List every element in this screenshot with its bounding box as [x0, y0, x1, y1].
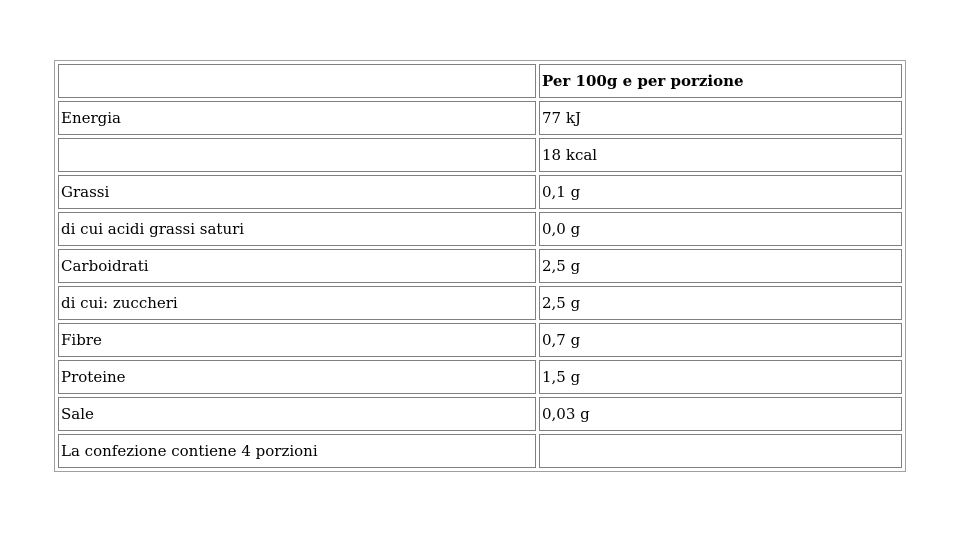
nutrient-label-grassi-saturi: di cui acidi grassi saturi [58, 212, 536, 246]
nutrient-value-grassi-saturi: 0,0 g [539, 212, 902, 246]
table-header-row [58, 64, 902, 98]
nutrient-value-energia-kj: 77 kJ [539, 101, 902, 135]
nutrient-label-fibre: Fibre [58, 323, 536, 357]
table-row [58, 397, 902, 431]
nutrient-value-energia-kcal: 18 kcal [539, 138, 902, 172]
nutrient-value-proteine: 1,5 g [539, 360, 902, 394]
nutrient-label-zuccheri: di cui: zuccheri [58, 286, 536, 320]
header-value-cell: Per 100g e per porzione [539, 64, 902, 98]
nutrient-value-fibre: 0,7 g [539, 323, 902, 357]
table-row [58, 286, 902, 320]
table-row [58, 138, 902, 172]
table-row [58, 175, 902, 209]
nutrition-table [54, 60, 906, 472]
table-row [58, 323, 902, 357]
nutrient-value-grassi: 0,1 g [539, 175, 902, 209]
servings-note-value [539, 434, 902, 468]
table-row [58, 249, 902, 283]
nutrient-label-energia: Energia [58, 101, 536, 135]
servings-note: La confezione contiene 4 porzioni [58, 434, 536, 468]
nutrient-value-zuccheri: 2,5 g [539, 286, 902, 320]
table-row [58, 212, 902, 246]
nutrient-value-carboidrati: 2,5 g [539, 249, 902, 283]
nutrient-label-carboidrati: Carboidrati [58, 249, 536, 283]
table-row [58, 101, 902, 135]
table-row [58, 360, 902, 394]
nutrient-label-sale: Sale [58, 397, 536, 431]
header-label-cell [58, 64, 536, 98]
nutrient-label-empty [58, 138, 536, 172]
nutrient-label-grassi: Grassi [58, 175, 536, 209]
nutrient-value-sale: 0,03 g [539, 397, 902, 431]
nutrient-label-proteine: Proteine [58, 360, 536, 394]
table-row [58, 434, 902, 468]
